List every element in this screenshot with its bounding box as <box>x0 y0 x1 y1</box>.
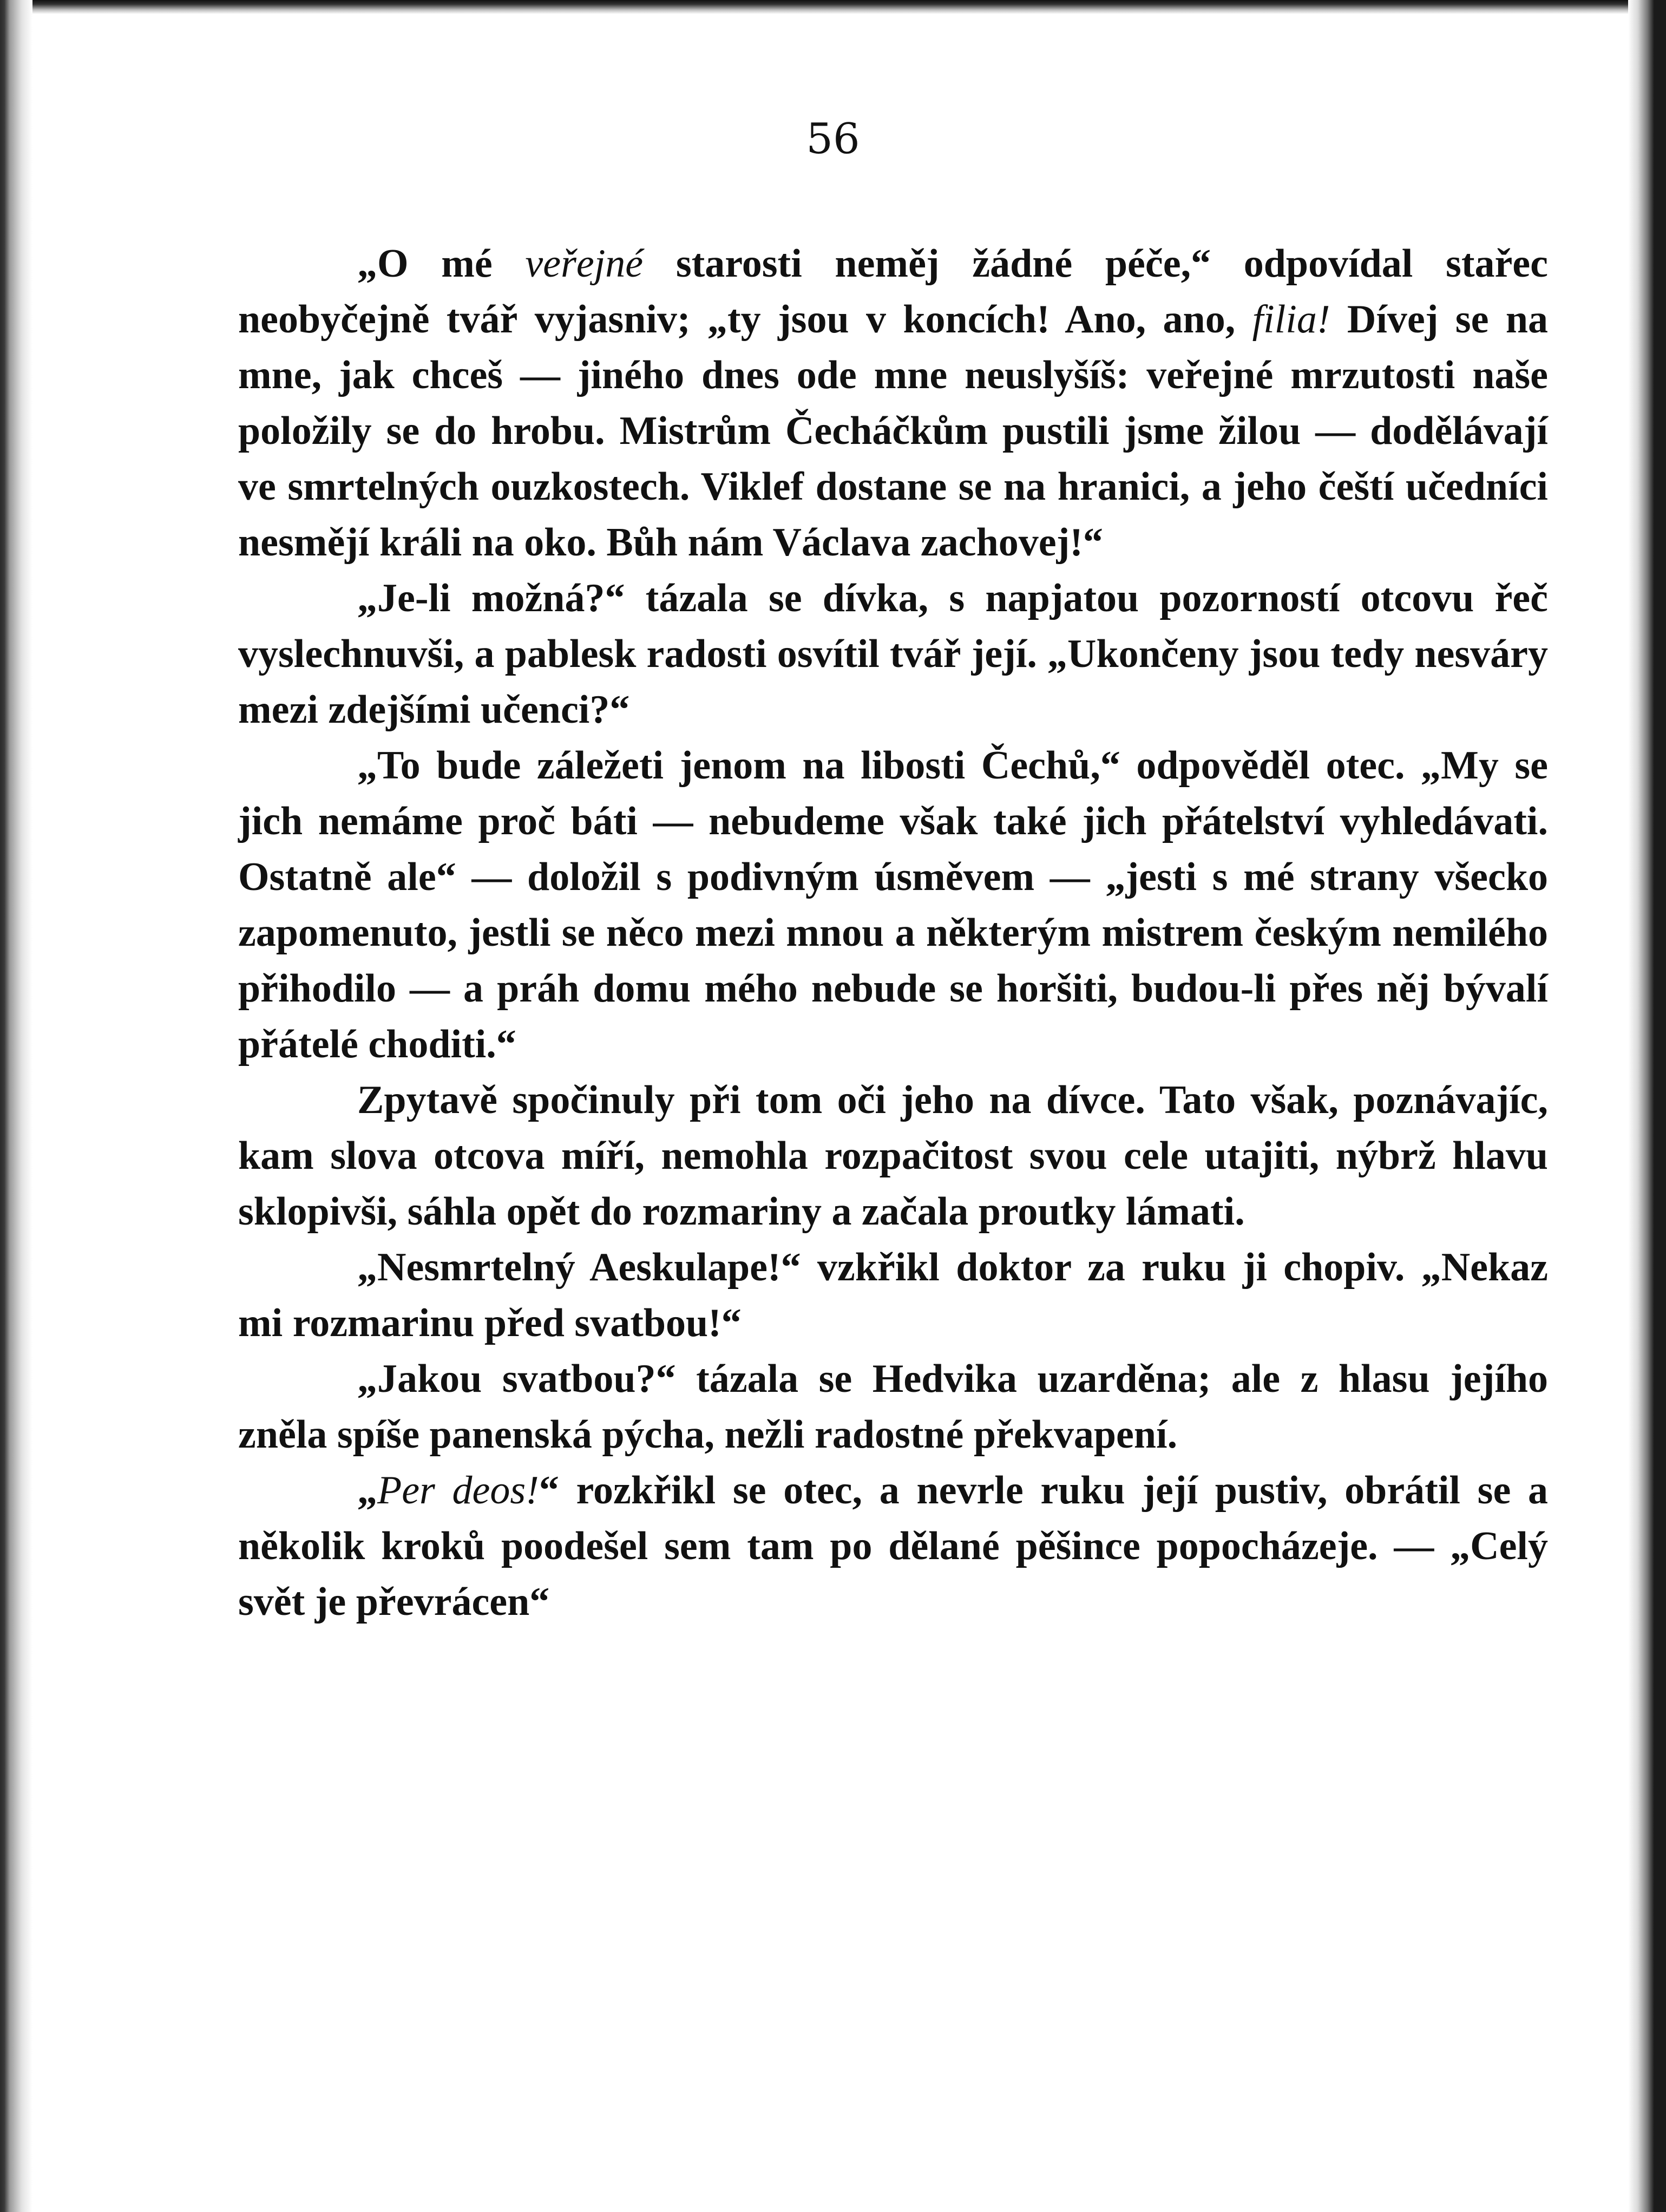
text-run: “ rozkřikl se otec, a nevrle ruku její pustiv, obrátil se a několik kroků poodešel sem tam po dělané pěšince popocházeje. — „Celý svět je převrácen“ <box>238 1468 1548 1624</box>
text-run: Dívej se na mne, jak chceš — jiného dnes ode mne neuslyšíš: veřejné mrzutosti naše položily se do hrobu. Mistrům Čecháčkům pustili jsme žilou — dodělávají ve smrtelných ouzkostech. Viklef dostane se na hranici, a jeho čeští učedníci nesmějí králi na oko. Bůh nám Václava zachovej!“ <box>238 297 1548 565</box>
scan-edge-left <box>0 0 32 2212</box>
paragraph <box>238 1240 1548 1351</box>
paragraph <box>238 571 1548 738</box>
paragraph <box>238 1072 1548 1240</box>
text-run: starosti neměj žádné péče,“ odpovídal stařec neobyčejně tvář vyjasniv; „ty jsou v koncích! Ano, ano, <box>238 241 1548 342</box>
italic-text: veřejné <box>525 241 644 286</box>
text-run: „Jakou svatbou?“ tázala se Hedvika uzarděna; ale z hlasu jejího zněla spíše panenská pýcha, nežli radostné překvapení. <box>238 1357 1548 1457</box>
paragraph <box>238 236 1548 571</box>
paragraph <box>238 738 1548 1072</box>
text-run: „ <box>357 1468 377 1513</box>
text-run: „Nesmrtelný Aeskulape!“ vzkřikl doktor za ruku ji chopiv. „Nekaz mi rozmarinu před svatbou!“ <box>238 1245 1548 1345</box>
body-text <box>238 236 1548 1630</box>
scan-edge-top <box>0 0 1666 14</box>
italic-text: filia! <box>1252 297 1330 342</box>
text-run: „Je-li možná?“ tázala se dívka, s napjatou pozorností otcovu řeč vyslechnuvši, a pablesk radosti osvítil tvář její. „Ukončeny jsou tedy nesváry mezi zdejšími učenci?“ <box>238 576 1548 732</box>
page-number: 56 <box>806 115 860 163</box>
text-run: „To bude záležeti jenom na libosti Čechů,“ odpověděl otec. „My se jich nemáme proč báti — nebudeme však také jich přátelství vyhledávati. Ostatně ale“ — doložil s podivným úsměvem — „jesti s mé strany všecko zapomenuto, jestli se něco mezi mnou a některým mistrem českým nemilého přihodilo — a práh domu mého nebude se horšiti, budou-li přes něj bývalí přátelé choditi.“ <box>238 743 1548 1066</box>
scan-edge-right <box>1628 0 1666 2212</box>
paragraph <box>238 1351 1548 1463</box>
text-run: Zpytavě spočinuly při tom oči jeho na dívce. Tato však, poznávajíc, kam slova otcova míří, nemohla rozpačitost svou cele utajiti, nýbrž hlavu sklopivši, sáhla opět do rozmariny a začala proutky lámati. <box>238 1078 1548 1234</box>
paragraph <box>238 1463 1548 1630</box>
text-run: „O mé <box>357 241 526 286</box>
italic-text: Per deos! <box>377 1468 539 1513</box>
